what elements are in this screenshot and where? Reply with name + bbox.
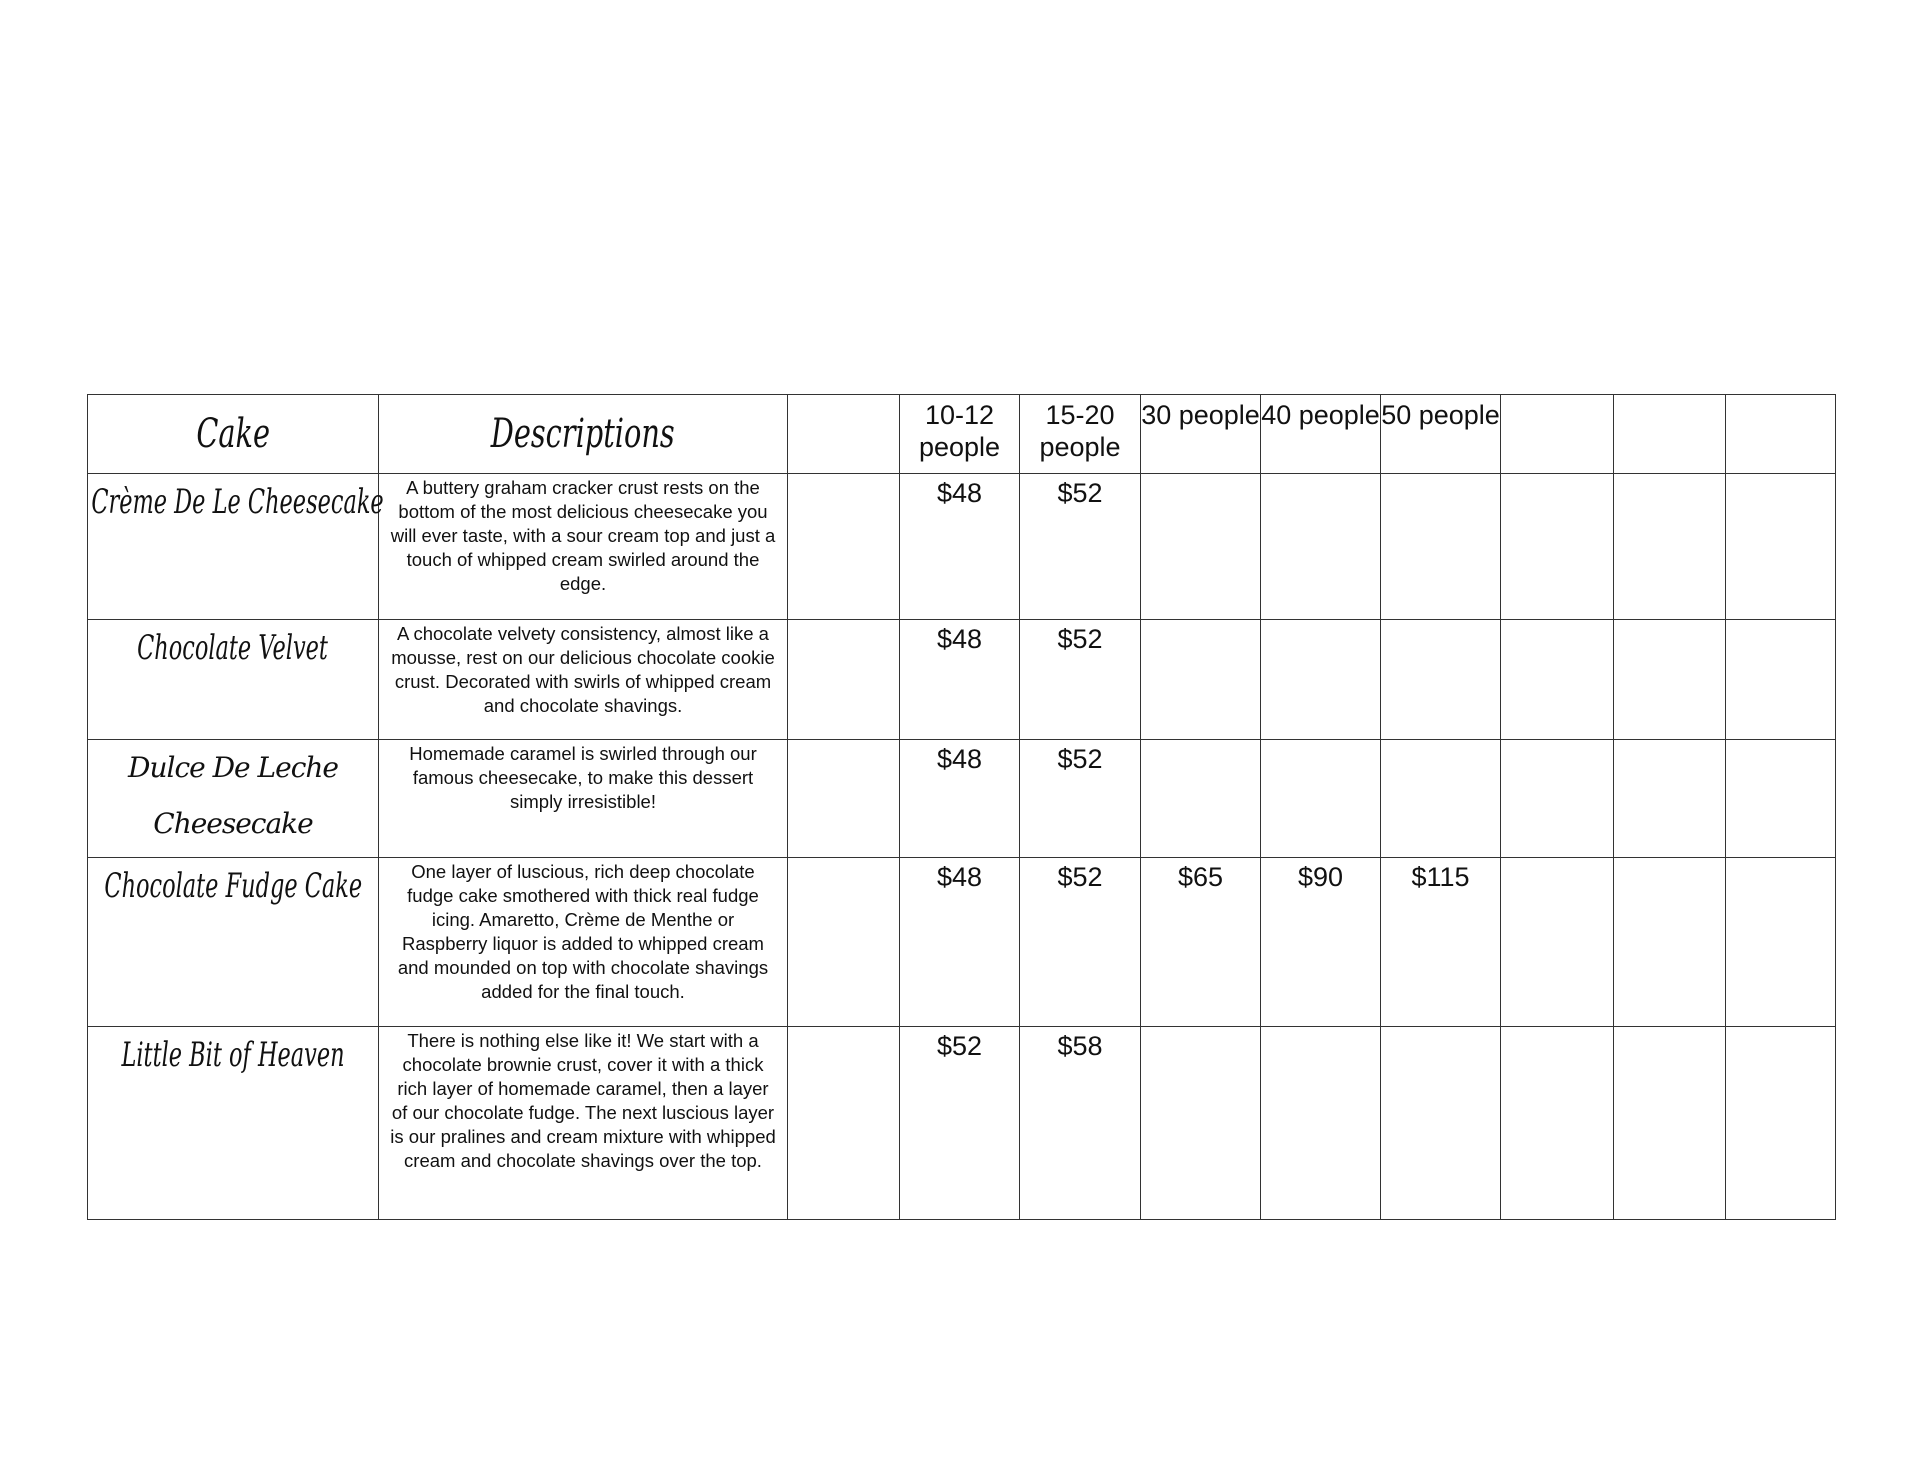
header-size: 50 people bbox=[1381, 395, 1501, 474]
empty-cell bbox=[1614, 740, 1726, 858]
price-cell bbox=[1381, 474, 1501, 620]
price-cell bbox=[1261, 474, 1381, 620]
blank-cell bbox=[788, 740, 900, 858]
empty-cell bbox=[1614, 858, 1726, 1027]
price-cell: $115 bbox=[1381, 858, 1501, 1027]
header-cake: Cake bbox=[88, 395, 379, 474]
price-cell bbox=[1381, 1027, 1501, 1220]
price-cell bbox=[1381, 620, 1501, 740]
price-cell: $52 bbox=[900, 1027, 1020, 1220]
empty-cell bbox=[1726, 740, 1836, 858]
empty-cell bbox=[1614, 474, 1726, 620]
header-empty bbox=[1726, 395, 1836, 474]
price-cell bbox=[1261, 1027, 1381, 1220]
price-cell bbox=[1141, 474, 1261, 620]
description-cell: A buttery graham cracker crust rests on the bottom of the most delicious cheesecake you will ever taste, with a sour cream top and just a touch of whipped cream swirled around the edge. bbox=[379, 474, 788, 620]
empty-cell bbox=[1614, 620, 1726, 740]
description-cell: A chocolate velvety consistency, almost like a mousse, rest on our delicious chocolate cookie crust. Decorated with swirls of whipped cream and chocolate shavings. bbox=[379, 620, 788, 740]
price-cell: $52 bbox=[1020, 620, 1141, 740]
price-cell: $48 bbox=[900, 740, 1020, 858]
header-size: 40 people bbox=[1261, 395, 1381, 474]
description-cell: One layer of luscious, rich deep chocolate fudge cake smothered with thick real fudge icing. Amaretto, Crème de Menthe or Raspberry liquor is added to whipped cream and mounded on top with chocolate shavings added for the final touch. bbox=[379, 858, 788, 1027]
blank-cell bbox=[788, 474, 900, 620]
price-cell bbox=[1141, 620, 1261, 740]
header-descriptions: Descriptions bbox=[379, 395, 788, 474]
empty-cell bbox=[1501, 1027, 1614, 1220]
empty-cell bbox=[1726, 620, 1836, 740]
price-cell: $48 bbox=[900, 474, 1020, 620]
empty-cell bbox=[1726, 858, 1836, 1027]
table-row bbox=[88, 1027, 1836, 1220]
empty-cell bbox=[1501, 740, 1614, 858]
price-cell: $65 bbox=[1141, 858, 1261, 1027]
price-cell: $52 bbox=[1020, 858, 1141, 1027]
header-size: 15-20 people bbox=[1020, 395, 1141, 474]
price-cell bbox=[1261, 740, 1381, 858]
table-row bbox=[88, 474, 1836, 620]
cake-name-cell: Crème De Le Cheesecake bbox=[88, 474, 379, 620]
header-size: 10-12 people bbox=[900, 395, 1020, 474]
empty-cell bbox=[1726, 1027, 1836, 1220]
price-cell: $58 bbox=[1020, 1027, 1141, 1220]
cake-name-cell: Little Bit of Heaven bbox=[88, 1027, 379, 1220]
price-cell bbox=[1381, 740, 1501, 858]
price-cell: $48 bbox=[900, 620, 1020, 740]
empty-cell bbox=[1726, 474, 1836, 620]
table-row bbox=[88, 858, 1836, 1027]
price-cell bbox=[1141, 1027, 1261, 1220]
blank-cell bbox=[788, 858, 900, 1027]
description-cell: Homemade caramel is swirled through our famous cheesecake, to make this dessert simply irresistible! bbox=[379, 740, 788, 858]
header-blank bbox=[788, 395, 900, 474]
header-empty bbox=[1614, 395, 1726, 474]
blank-cell bbox=[788, 620, 900, 740]
header-row bbox=[88, 395, 1836, 474]
cake-price-table bbox=[87, 394, 1836, 1220]
empty-cell bbox=[1614, 1027, 1726, 1220]
cake-name-cell: Chocolate Velvet bbox=[88, 620, 379, 740]
header-empty bbox=[1501, 395, 1614, 474]
description-cell: There is nothing else like it! We start with a chocolate brownie crust, cover it with a thick rich layer of homemade caramel, then a layer of our chocolate fudge. The next luscious layer is our pralines and cream mixture with whipped cream and chocolate shavings over the top. bbox=[379, 1027, 788, 1220]
price-cell: $52 bbox=[1020, 474, 1141, 620]
empty-cell bbox=[1501, 620, 1614, 740]
cake-name-cell: Chocolate Fudge Cake bbox=[88, 858, 379, 1027]
price-cell: $48 bbox=[900, 858, 1020, 1027]
header-size: 30 people bbox=[1141, 395, 1261, 474]
price-cell bbox=[1261, 620, 1381, 740]
price-cell bbox=[1141, 740, 1261, 858]
price-cell: $52 bbox=[1020, 740, 1141, 858]
blank-cell bbox=[788, 1027, 900, 1220]
table-row bbox=[88, 620, 1836, 740]
empty-cell bbox=[1501, 858, 1614, 1027]
table-row bbox=[88, 740, 1836, 858]
cake-name-cell: Dulce De Leche Cheesecake bbox=[88, 740, 379, 858]
empty-cell bbox=[1501, 474, 1614, 620]
price-cell: $90 bbox=[1261, 858, 1381, 1027]
